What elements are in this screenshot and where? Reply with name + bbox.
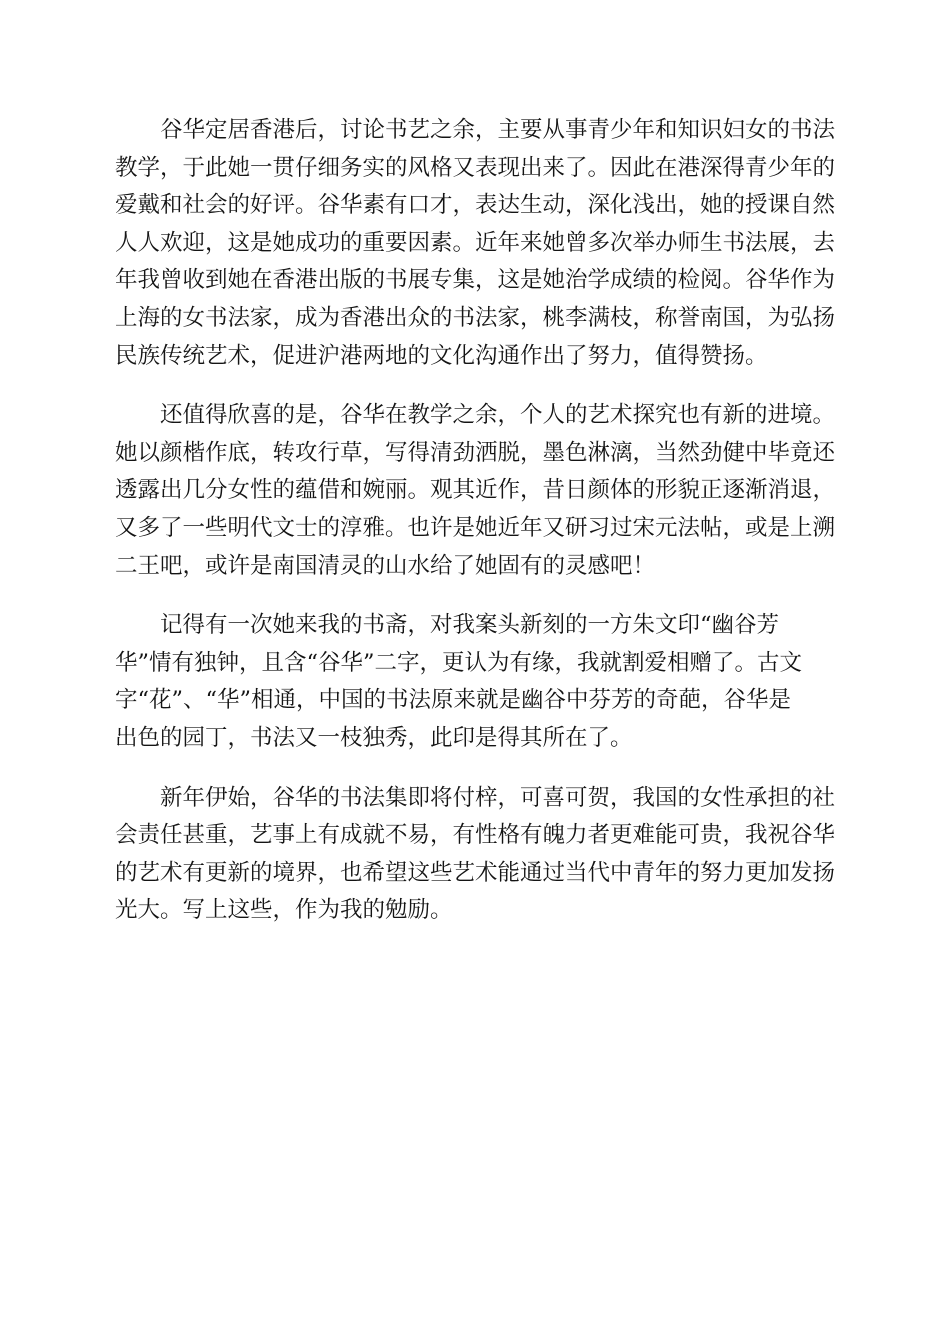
paragraph-4: 新年伊始，谷华的书法集即将付梓，可喜可贺，我国的女性承担的社 会责任甚重，艺事上有成就不易，有性格有魄力者更难能可贵，我祝谷华 的艺术有更新的境界，也希望这些艺术能通过当代中青年的努力更加发扬 光大。写上这些，作为我的勉励。 (115, 784, 836, 924)
paragraph-3: 记得有一次她来我的书斋，对我案头新刻的一方朱文印“幽谷芳 华”情有独钟，且含“谷华”二字，更认为有缘，我就割爱相赠了。古文 字“花”、“华”相通，中国的书法原来就是幽谷中芬芳的奇葩，谷华是 出色的园丁，书法又一枝独秀，此印是得其所在了。 (115, 612, 803, 751)
paragraph-1: 谷华定居香港后，讨论书艺之余，主要从事青少年和知识妇女的书法 教学，于此她一贯仔细务实的风格又表现出来了。因此在港深得青少年的 爱戴和社会的好评。谷华素有口才，表达生动，深化浅出，她的授课自然 人人欢迎，这是她成功的重要因素。近年来她曾多次举办师生书法展，去 年我曾收到她在香港出版的书展专集，这是她治学成绩的检阅。谷华作为 上海的女书法家，成为香港出众的书法家，桃李满枝，称誉南国，为弘扬 民族传统艺术，促进沪港两地的文化沟通作出了努力，值得赞扬。 (115, 117, 836, 369)
paragraph-2: 还值得欣喜的是，谷华在教学之余，个人的艺术探究也有新的进境。 她以颜楷作底，转攻行草，写得清劲洒脱，墨色淋漓，当然劲健中毕竟还 透露出几分女性的蕴借和婉丽。观其近作，昔日颜体的形貌正逐渐消退， 又多了一些明代文士的淳雅。也许是她近年又研习过宋元法帖，或是上溯 二王吧，或许是南国清灵的山水给了她固有的灵感吧！ (115, 402, 836, 579)
document-body (115, 112, 835, 952)
